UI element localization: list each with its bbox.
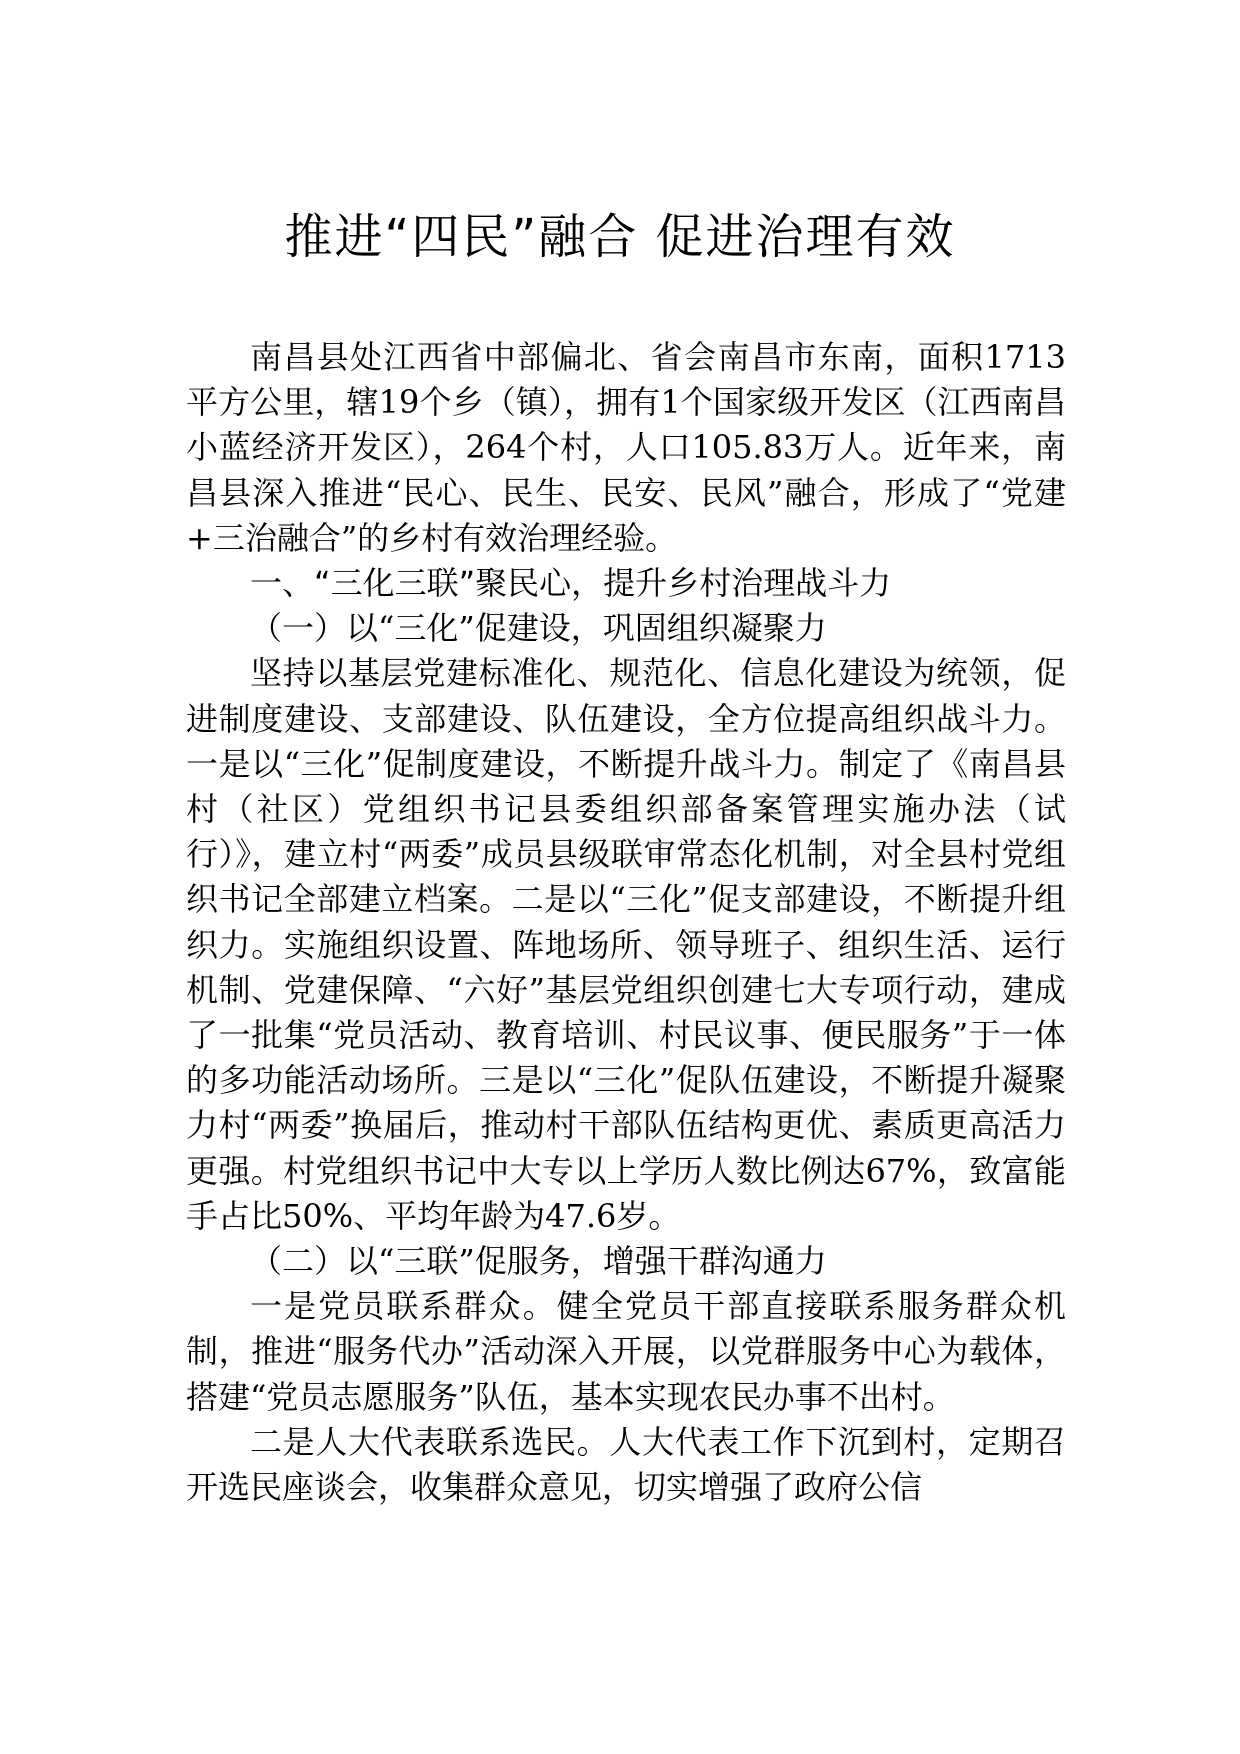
paragraph-party-members: 一是党员联系群众。健全党员干部直接联系服务群众机制，推进“服务代办”活动深入开展，以党群服务中心为载体，搭建“党员志愿服务”队伍，基本实现农民办事不出村。 (186, 1287, 1066, 1416)
paragraph-npc-deputies: 二是人大代表联系选民。人大代表工作下沉到村，定期召开选民座谈会，收集群众意见，切实增强了政府公信 (186, 1422, 1066, 1507)
document-body (186, 335, 1066, 1510)
document-title: 推进“四民”融合 促进治理有效 (284, 209, 956, 265)
section-heading-1: 一、“三化三联”聚民心，提升乡村治理战斗力 (250, 564, 892, 603)
paragraph-organization: 坚持以基层党建标准化、规范化、信息化建设为统领，促进制度建设、支部建设、队伍建设，全方位提高组织战斗力。一是以“三化”促制度建设，不断提升战斗力。制定了《南昌县村（社区）党组织书记县委组织部备案管理实施办法（试行）》，建立村“两委”成员县级联审常态化机制，对全县村党组织书记全部建立档案。二是以“三化”促支部建设，不断提升组织力。实施组织设置、阵地场所、领导班子、组织生活、运行机制、党建保障、“六好”基层党组织创建七大专项行动，建成了一批集“党员活动、教育培训、村民议事、便民服务”于一体的多功能活动场所。三是以“三化”促队伍建设，不断提升凝聚力村“两委”换届后，推动村干部队伍结构更优、素质更高活力更强。村党组织书记中大专以上学历人数比例达67%，致富能手占比50%、平均年龄为47.6岁。 (186, 654, 1066, 1235)
paragraph-intro: 南昌县处江西省中部偏北、省会南昌市东南，面积1713平方公里，辖19个乡（镇），拥有1个国家级开发区（江西南昌小蓝经济开发区），264个村，人口105.83万人。近年来，南昌县深入推进“民心、民生、民安、民风”融合，形成了“党建+三治融合”的乡村有效治理经验。 (186, 338, 1066, 557)
subsection-heading-2: （二）以“三联”促服务，增强干群沟通力 (250, 1242, 827, 1281)
subsection-heading-1: （一）以“三化”促建设，巩固组织凝聚力 (250, 609, 827, 648)
